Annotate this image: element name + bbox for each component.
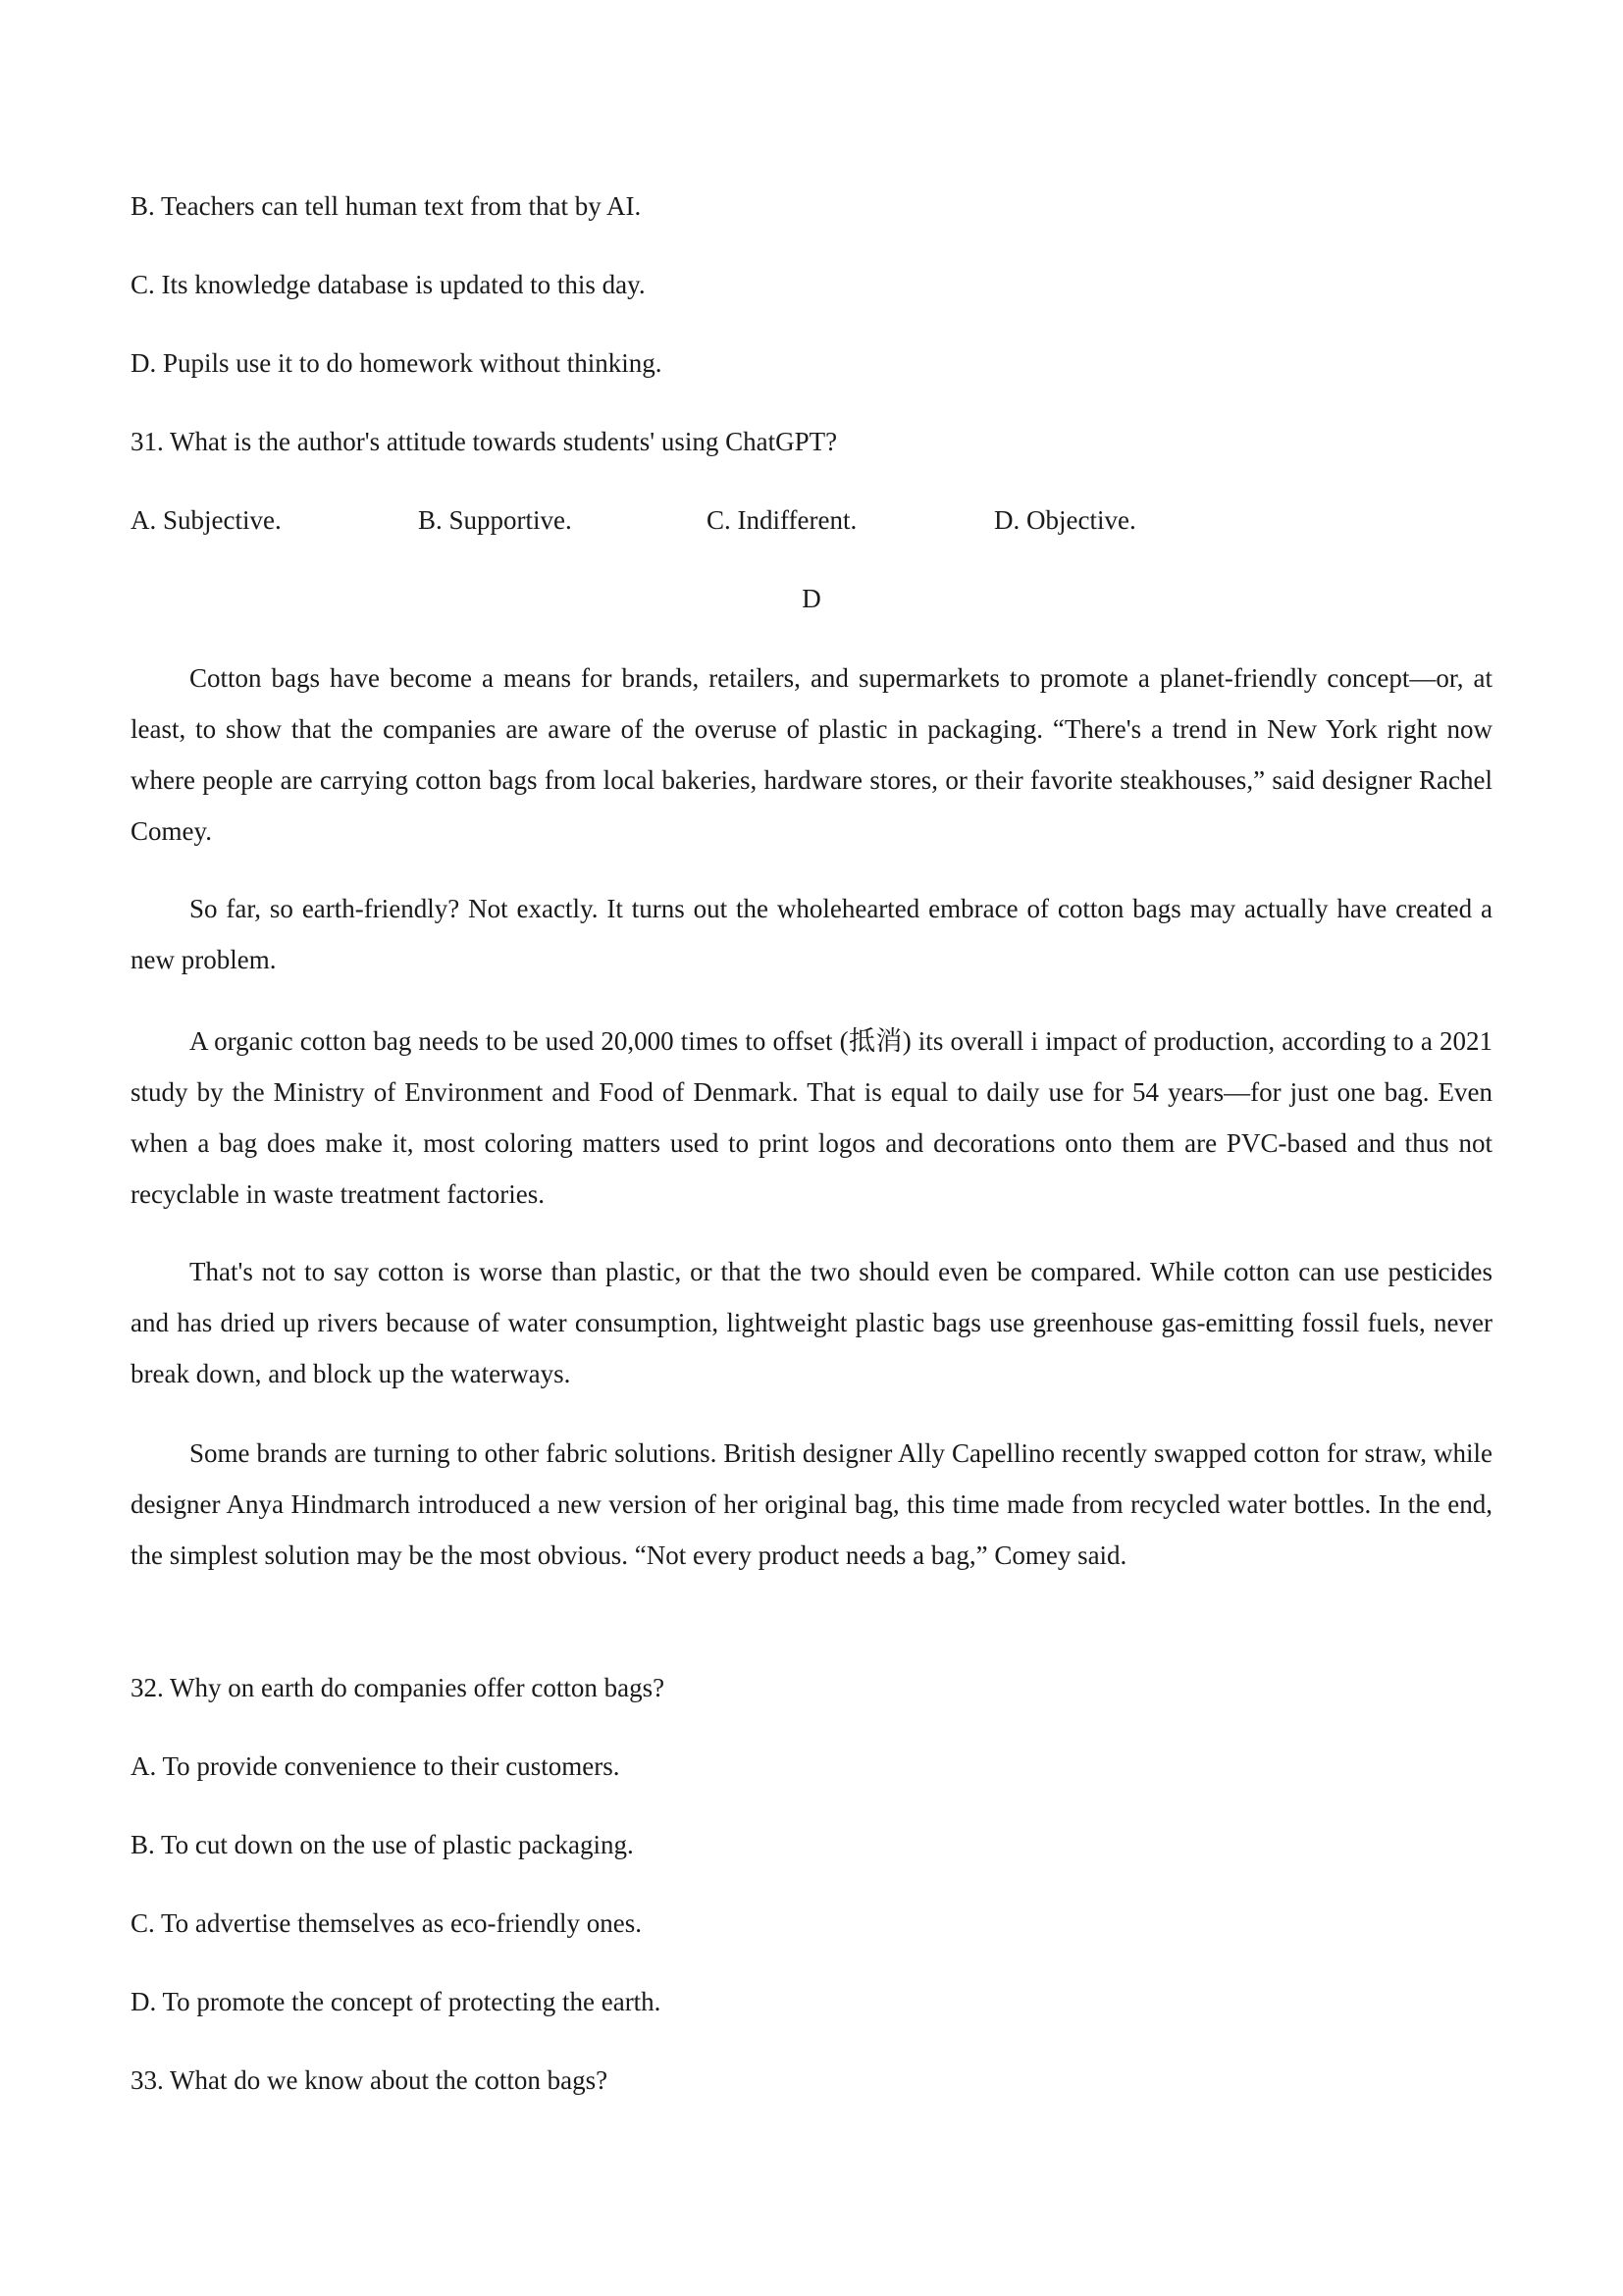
- q30-option-c: C. Its knowledge database is updated to this day.: [131, 270, 646, 299]
- q31-option-a: A. Subjective.: [131, 505, 282, 535]
- passage-paragraph-5: Some brands are turning to other fabric solutions. British designer Ally Capellino recently swapped cotton for straw, while designer Anya Hindmarch introduced a new version of her original bag, this time made from recycled water bottles. In the end, the simplest solution may be the most obvious. “Not every product needs a bag,” Comey said.: [131, 1438, 1492, 1570]
- q30-option-b: B. Teachers can tell human text from that by AI.: [131, 191, 642, 221]
- passage-paragraph-1: Cotton bags have become a means for brands, retailers, and supermarkets to promote a planet-friendly concept—or, at least, to show that the companies are aware of the overuse of plastic in packaging. “There's a trend in New York right now where people are carrying cotton bags from local bakeries, hardware stores, or their favorite steakhouses,” said designer Rachel Comey.: [131, 663, 1492, 846]
- q30-option-d: D. Pupils use it to do homework without thinking.: [131, 348, 662, 378]
- passage-paragraph-4: That's not to say cotton is worse than plastic, or that the two should even be compared. While cotton can use pesticides and has dried up rivers because of water consumption, lightweight plastic bags use greenhouse gas-emitting fossil fuels, never break down, and block up the waterways.: [131, 1257, 1492, 1388]
- q31-stem: 31. What is the author's attitude towards students' using ChatGPT?: [131, 427, 838, 456]
- q31-option-b: B. Supportive.: [418, 505, 572, 535]
- q31-option-c: C. Indifferent.: [707, 505, 858, 535]
- q32-option-a: A. To provide convenience to their customers.: [131, 1751, 620, 1781]
- passage-paragraph-3: A organic cotton bag needs to be used 20,000 times to offset (抵消) its overall i impact of production, according to a 2021 study by the Ministry of Environment and Food of Denmark. That is equal to daily use for 54 years—for just one bag. Even when a bag does make it, most coloring matters used to print logos and decorations onto them are PVC-based and thus not recyclable in waste treatment factories.: [131, 1026, 1492, 1209]
- q32-option-b: B. To cut down on the use of plastic packaging.: [131, 1830, 634, 1859]
- q32-stem: 32. Why on earth do companies offer cotton bags?: [131, 1673, 665, 1702]
- q32-option-d: D. To promote the concept of protecting the earth.: [131, 1987, 661, 2016]
- q33-stem: 33. What do we know about the cotton bags?: [131, 2065, 608, 2095]
- q32-option-c: C. To advertise themselves as eco-friendly ones.: [131, 1908, 642, 1938]
- passage-paragraph-2: So far, so earth-friendly? Not exactly. It turns out the wholehearted embrace of cotton bags may actually have created a new problem.: [131, 894, 1492, 974]
- q31-options: [131, 504, 1210, 536]
- section-heading: D: [802, 584, 821, 613]
- q31-option-d: D. Objective.: [994, 505, 1136, 535]
